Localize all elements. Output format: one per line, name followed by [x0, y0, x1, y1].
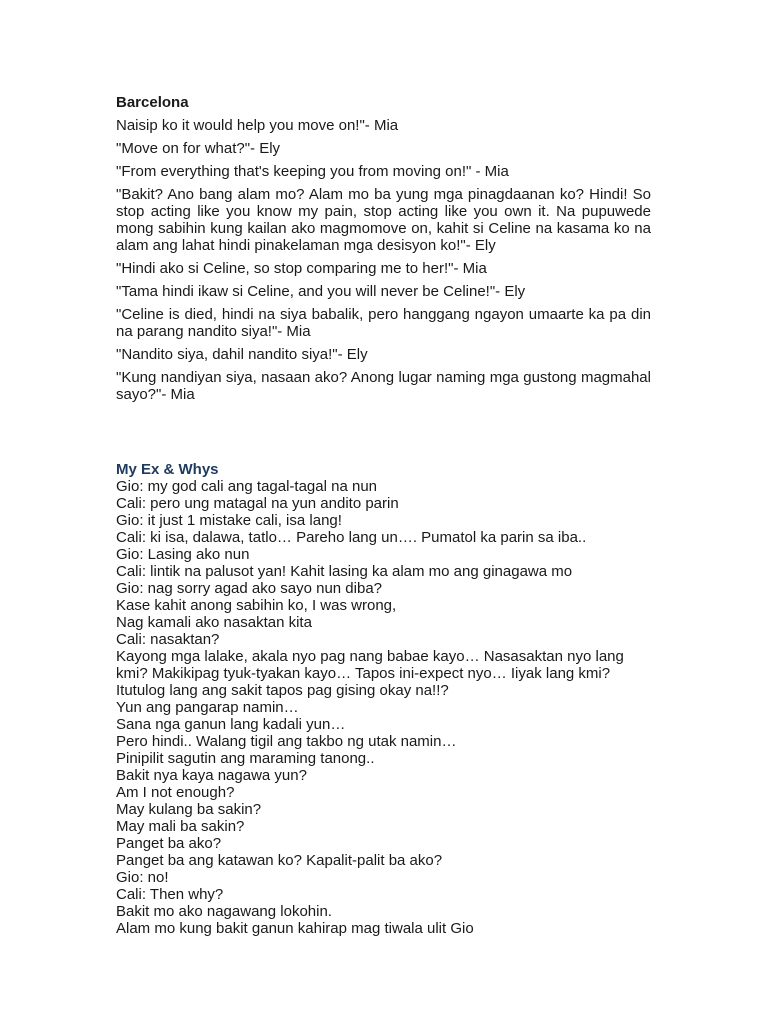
section-title-my-ex-whys: My Ex & Whys [116, 461, 219, 478]
document-page [116, 94, 651, 937]
dialogue-line: Gio: no! [116, 869, 169, 886]
section-title-barcelona: Barcelona [116, 94, 189, 111]
dialogue-line: Pero hindi.. Walang tigil ang takbo ng utak namin… [116, 733, 457, 750]
dialogue-line: Gio: nag sorry agad ako sayo nun diba? [116, 580, 383, 597]
dialogue-paragraph: "Hindi ako si Celine, so stop comparing me to her!"- Mia [116, 260, 487, 277]
dialogue-line: Am I not enough? [116, 784, 235, 801]
dialogue-line: Cali: Then why? [116, 886, 224, 903]
dialogue-line: Gio: it just 1 mistake cali, isa lang! [116, 512, 342, 529]
dialogue-line: Panget ba ang katawan ko? Kapalit-palit ba ako? [116, 852, 443, 869]
dialogue-paragraph: Naisip ko it would help you move on!"- Mia [116, 117, 399, 134]
section-spacer [116, 409, 651, 461]
dialogue-line: Cali: nasaktan? [116, 631, 220, 648]
dialogue-line: Yun ang pangarap namin… [116, 699, 299, 716]
dialogue-line: Alam mo kung bakit ganun kahirap mag tiwala ulit Gio [116, 920, 474, 937]
dialogue-line: May mali ba sakin? [116, 818, 245, 835]
dialogue-line: Bakit nya kaya nagawa yun? [116, 767, 307, 784]
dialogue-line: Itutulog lang ang sakit tapos pag gising okay na!!? [116, 682, 449, 699]
dialogue-line: Gio: Lasing ako nun [116, 546, 250, 563]
dialogue-line: Cali: pero ung matagal na yun andito parin [116, 495, 399, 512]
dialogue-line: Nag kamali ako nasaktan kita [116, 614, 312, 631]
dialogue-paragraph: "From everything that's keeping you from moving on!" - Mia [116, 163, 509, 180]
dialogue-line: May kulang ba sakin? [116, 801, 262, 818]
dialogue-line: Pinipilit sagutin ang maraming tanong.. [116, 750, 375, 767]
dialogue-line: Cali: lintik na palusot yan! Kahit lasing ka alam mo ang ginagawa mo [116, 563, 573, 580]
dialogue-line: Cali: ki isa, dalawa, tatlo… Pareho lang un…. Pumatol ka parin sa iba.. [116, 529, 587, 546]
dialogue-line: Bakit mo ako nagawang lokohin. [116, 903, 332, 920]
dialogue-paragraph: "Bakit? Ano bang alam mo? Alam mo ba yung mga pinagdaanan ko? Hindi! So stop acting like you know my pain, stop acting like you own it. Na pupuwede mong sabihin kung kailan ako magmomove on, kahit si Celine na kasama ko na alam ang lahat hindi pinakelaman mga desisyon ko!"- Ely [116, 186, 651, 254]
dialogue-line: Gio: my god cali ang tagal-tagal na nun [116, 478, 377, 495]
dialogue-line: Sana nga ganun lang kadali yun… [116, 716, 346, 733]
dialogue-paragraph: "Move on for what?"- Ely [116, 140, 281, 157]
dialogue-paragraph: "Celine is died, hindi na siya babalik, pero hanggang ngayon umaarte ka pa din na parang nandito siya!"- Mia [116, 306, 651, 340]
dialogue-line: Panget ba ako? [116, 835, 222, 852]
dialogue-paragraph: "Nandito siya, dahil nandito siya!"- Ely [116, 346, 368, 363]
dialogue-paragraph: "Kung nandiyan siya, nasaan ako? Anong lugar naming mga gustong magmahal sayo?"- Mia [116, 369, 651, 403]
dialogue-line: Kayong mga lalake, akala nyo pag nang babae kayo… Nasasaktan nyo lang kmi? Makikipag tyuk-tyakan kayo… Tapos ini-expect nyo… Iiyak lang kmi? [116, 648, 624, 682]
dialogue-paragraph: "Tama hindi ikaw si Celine, and you will never be Celine!"- Ely [116, 283, 526, 300]
dialogue-line: Kase kahit anong sabihin ko, I was wrong, [116, 597, 397, 614]
